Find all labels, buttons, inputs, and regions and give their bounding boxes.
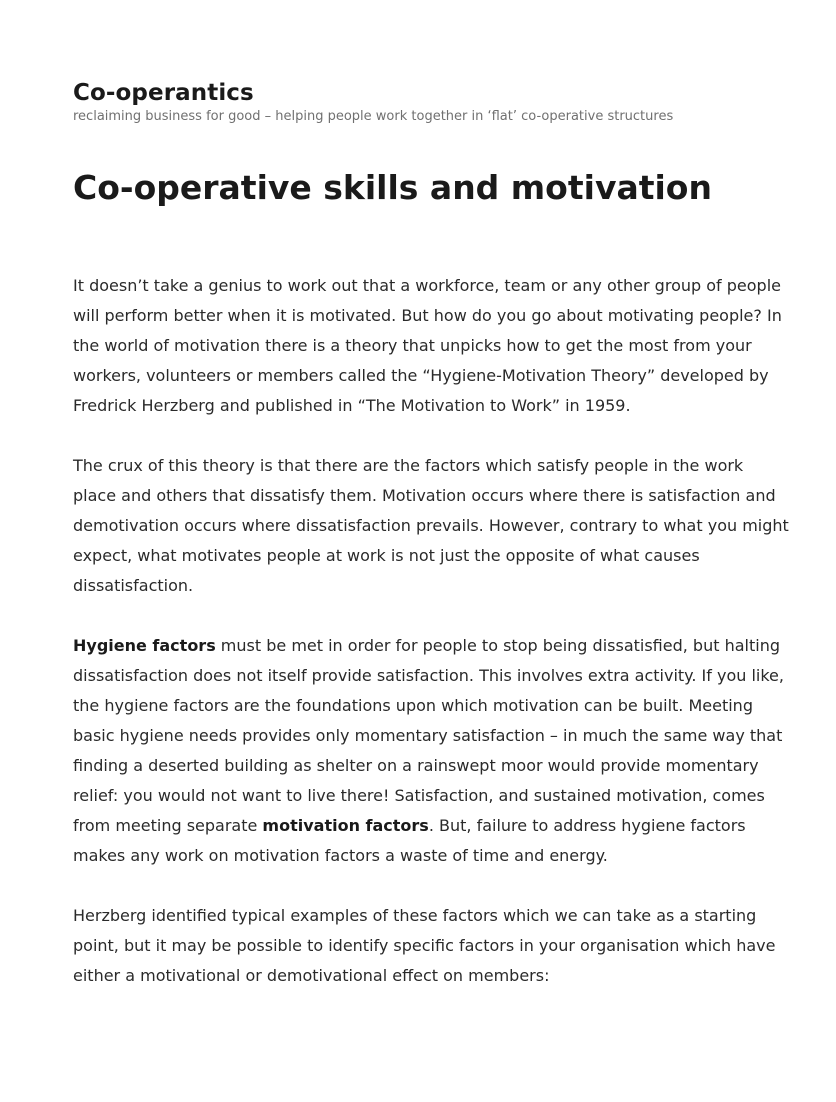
motivation-factors-term: motivation factors [262,816,429,835]
paragraph-herzberg-examples: Herzberg identified typical examples of these factors which we can take as a starting point, but it may be possible to identify specific factors in your organisation which have either a motivational or demotivational effect on members: [73,906,776,985]
post-content [73,271,789,1021]
hygiene-factors-text-1: must be met in order for people to stop being dissatisfied, but halting dissatisfaction does not itself provide satisfaction. This involves extra activity. If you like, the hygiene factors are the foundations upon which motivation can be built. Meeting basic hygiene needs provides only momentary satisfaction – in much the same way that finding a deserted building as shelter on a rainswept moor would provide momentary relief: you would not want to live there! Satisfaction, and sustained motivation, comes from meeting separate [73,636,784,835]
post-title: Co-operative skills and motivation [73,168,712,207]
site-tagline: reclaiming business for good – helping people work together in ‘flat’ co-operative structures [73,109,674,124]
hygiene-factors-term: Hygiene factors [73,636,216,655]
paragraph-hygiene-factors [73,631,789,871]
site-title-link[interactable]: Co-operantics [73,80,254,106]
paragraph-theory-crux: The crux of this theory is that there are the factors which satisfy people in the work place and others that dissatisfy them. Motivation occurs where there is satisfaction and demotivation occurs where dissatisfaction prevails. However, contrary to what you might expect, what motivates people at work is not just the opposite of what causes dissatisfaction. [73,456,789,595]
hygiene-factors-text-2: . But, failure to address hygiene factors makes any work on motivation factors a waste of time and energy. [73,816,746,865]
paragraph-intro: It doesn’t take a genius to work out that a workforce, team or any other group of people will perform better when it is motivated. But how do you go about motivating people? In the world of motivation there is a theory that unpicks how to get the most from your workers, volunteers or members called the “Hygiene-Motivation Theory” developed by Fredrick Herzberg and published in “The Motivation to Work” in 1959. [73,276,782,415]
